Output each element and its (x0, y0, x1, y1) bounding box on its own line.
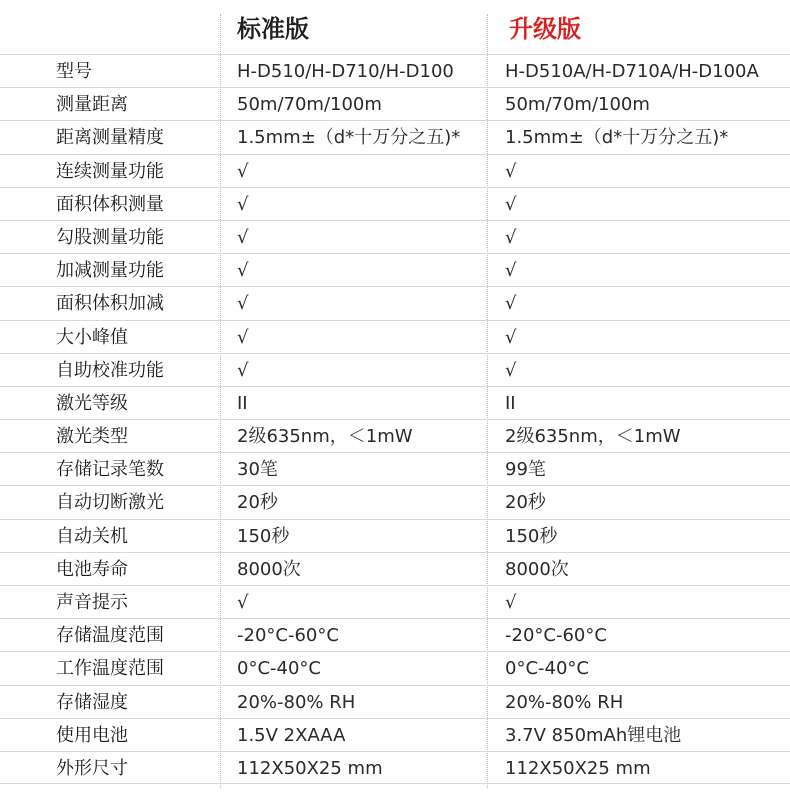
standard-value: H-D510/H-D710/H-D100 (237, 61, 454, 82)
spec-label: 激光等级 (56, 392, 128, 414)
table-row (0, 253, 790, 286)
table-row (0, 651, 790, 684)
table-row (0, 685, 790, 718)
upgrade-value: √ (505, 160, 517, 182)
standard-value: 8000次 (237, 558, 301, 580)
table-row (0, 552, 790, 585)
standard-value: 150秒 (237, 525, 290, 547)
standard-value: 2级635nm，＜1mW (237, 426, 413, 448)
table-row (0, 452, 790, 485)
table-row (0, 386, 790, 419)
upgrade-value: II (505, 392, 516, 414)
table-body (0, 54, 790, 784)
upgrade-value: 20秒 (505, 492, 546, 514)
spec-label: 存储湿度 (56, 691, 128, 713)
spec-label: 激光类型 (56, 426, 128, 448)
upgrade-value: -20°C-60°C (505, 625, 607, 647)
spec-label: 存储温度范围 (56, 625, 164, 647)
upgrade-value: 0°C-40°C (505, 658, 589, 680)
upgrade-value: √ (505, 359, 517, 381)
spec-label: 电池寿命 (56, 558, 128, 580)
upgrade-value: 50m/70m/100m (505, 94, 650, 116)
table-row (0, 54, 790, 87)
upgrade-value: 1.5mm±（d*十万分之五)* (505, 127, 729, 149)
standard-value: √ (237, 193, 249, 215)
standard-value: 20%-80% RH (237, 691, 356, 713)
spec-label: 外形尺寸 (56, 757, 128, 779)
spec-label: 面积体积加减 (56, 293, 164, 315)
standard-value: √ (237, 293, 249, 315)
standard-value: 112X50X25 mm (237, 757, 383, 779)
upgrade-value: 8000次 (505, 558, 569, 580)
table-row (0, 519, 790, 552)
upgrade-value: 99笔 (505, 459, 546, 481)
spec-label: 加减测量功能 (56, 260, 164, 282)
table-row (0, 485, 790, 518)
table-row (0, 419, 790, 452)
table-row (0, 187, 790, 220)
spec-label: 连续测量功能 (56, 160, 164, 182)
upgrade-value: √ (505, 260, 517, 282)
standard-value: II (237, 392, 248, 414)
standard-value: 1.5V 2XAAA (237, 724, 346, 746)
standard-value: 30笔 (237, 459, 278, 481)
spec-label: 使用电池 (56, 724, 128, 746)
table-row (0, 718, 790, 751)
table-row (0, 585, 790, 618)
table-row (0, 286, 790, 319)
spec-label: 勾股测量功能 (56, 226, 164, 248)
upgrade-value: √ (505, 226, 517, 248)
spec-label: 声音提示 (56, 592, 128, 613)
standard-value: -20°C-60°C (237, 625, 339, 647)
spec-label: 工作温度范围 (56, 658, 164, 680)
standard-value: 1.5mm±（d*十万分之五)* (237, 127, 461, 149)
upgrade-value: 20%-80% RH (505, 691, 624, 713)
column-header-upgrade: 升级版 (509, 15, 581, 43)
spec-label: 自动关机 (56, 525, 128, 547)
standard-value: √ (237, 226, 249, 248)
upgrade-value: √ (505, 592, 517, 613)
table-row (0, 618, 790, 651)
upgrade-value: 112X50X25 mm (505, 757, 651, 779)
table-header (0, 0, 790, 54)
upgrade-value: √ (505, 193, 517, 215)
upgrade-value: 3.7V 850mAh锂电池 (505, 724, 682, 746)
table-row (0, 220, 790, 253)
table-row (0, 120, 790, 153)
standard-value: 50m/70m/100m (237, 94, 382, 116)
upgrade-value: 2级635nm，＜1mW (505, 426, 681, 448)
spec-label: 型号 (56, 61, 92, 82)
spec-label: 面积体积测量 (56, 193, 164, 215)
column-header-standard: 标准版 (237, 15, 309, 43)
standard-value: √ (237, 592, 249, 613)
spec-label: 大小峰值 (56, 326, 128, 348)
upgrade-value: H-D510A/H-D710A/H-D100A (505, 61, 759, 82)
table-row (0, 353, 790, 386)
standard-value: √ (237, 160, 249, 182)
table-row (0, 751, 790, 784)
upgrade-value: √ (505, 326, 517, 348)
spec-label: 距离测量精度 (56, 127, 164, 149)
table-row (0, 154, 790, 187)
spec-label: 测量距离 (56, 94, 128, 116)
upgrade-value: √ (505, 293, 517, 315)
table-row (0, 87, 790, 120)
spec-label: 存储记录笔数 (56, 459, 164, 481)
standard-value: 20秒 (237, 492, 278, 514)
upgrade-value: 150秒 (505, 525, 558, 547)
standard-value: √ (237, 359, 249, 381)
standard-value: √ (237, 260, 249, 282)
standard-value: √ (237, 326, 249, 348)
spec-label: 自动切断激光 (56, 492, 164, 514)
table-row (0, 320, 790, 353)
spec-label: 自助校准功能 (56, 359, 164, 381)
standard-value: 0°C-40°C (237, 658, 321, 680)
